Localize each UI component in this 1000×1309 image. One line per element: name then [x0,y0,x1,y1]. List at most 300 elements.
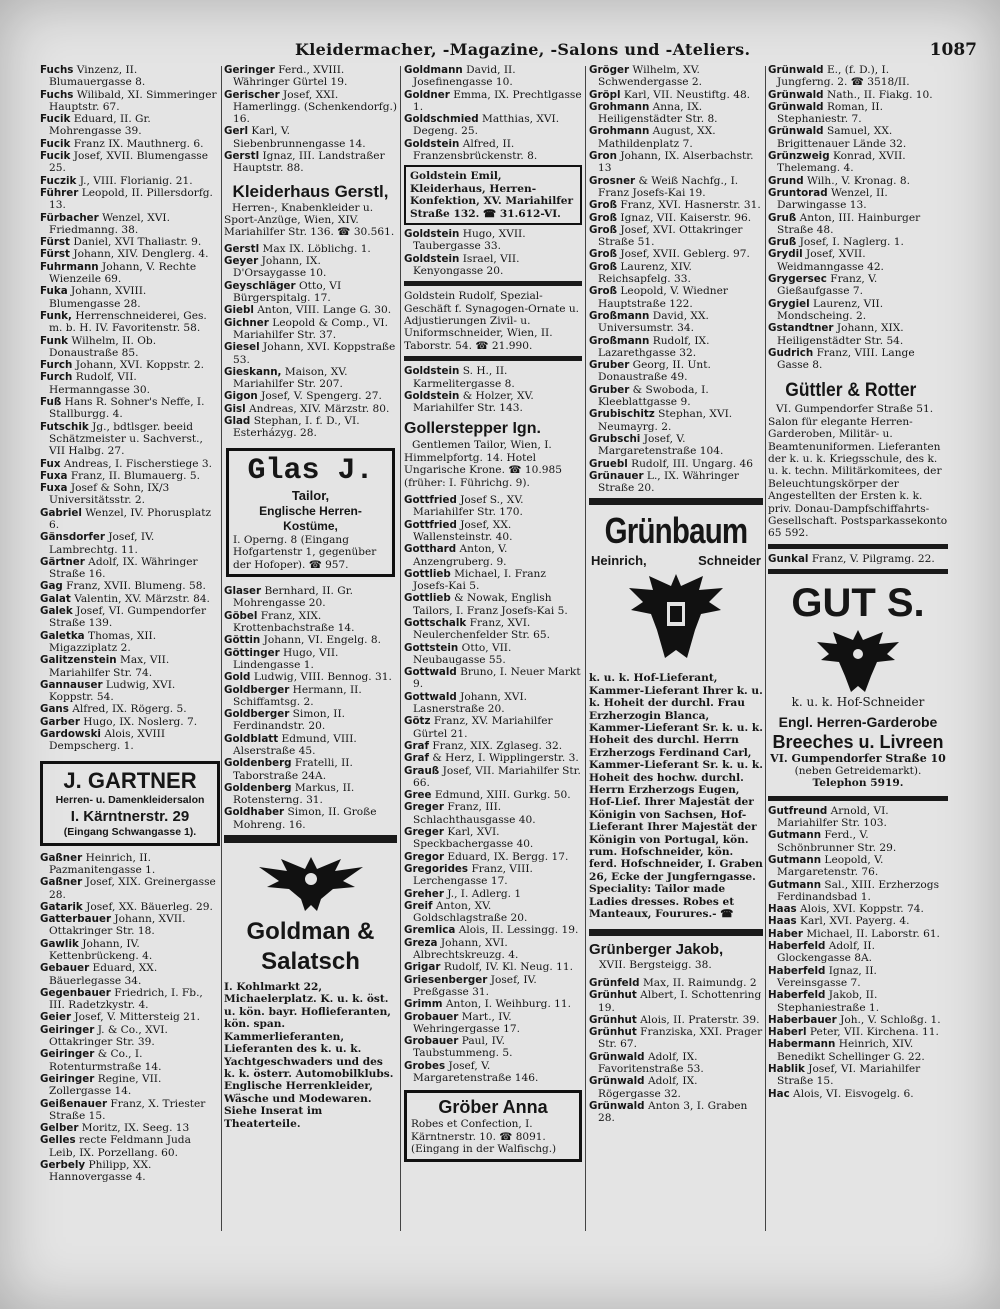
list-item [40,593,220,605]
entry-name: Goldblatt [224,732,279,745]
list-item [224,671,397,683]
entry-name: Grünhut [589,989,637,1002]
entry-list [404,64,582,162]
list-item [404,390,582,415]
list-item [768,879,948,904]
list-item [40,1098,220,1123]
entry-address: Ignaz, III. Landstraßer Hauptstr. 88. [233,150,385,175]
entry-name: Fuxa [40,469,68,482]
entry-name: Groß [589,248,618,261]
list-item [404,228,582,253]
entry-address: Rudolf, VII. Hermanngasse 30. [49,371,151,396]
list-item [589,1014,763,1026]
list-item [768,248,948,273]
entry-address: Heinrich, XIV. Benedikt Schellinger G. 22. [777,1038,925,1063]
ad-gut-line5: Telephon 5919. [812,777,904,790]
list-item [40,482,220,507]
list-item [404,789,582,801]
divider-bar [404,356,582,361]
entry-name: Fürbacher [40,211,99,224]
ad-gut-line1: Engl. Herren-Garderobe [778,713,938,730]
entry-name: Greger [404,826,444,839]
entry-name: Gerbely [40,1159,86,1172]
entry-address: Anna, IX. Heiligenstädter Str. 8. [598,100,718,126]
entry-name: Haas [768,915,797,928]
entry-address: Peter, VII. Kirchena. 11. [809,1026,939,1039]
entry-name: Gatterbauer [40,913,112,926]
entry-address: Johann, XVIII. Blumengasse 28. [49,285,147,310]
list-item [768,175,948,187]
entry-address: Eduard, IX. Bergg. 17. [447,850,569,863]
column-2 [224,64,397,1236]
entry-name: Fucik [40,150,71,163]
divider-bar [224,835,397,843]
list-item [589,359,763,384]
entry-address: Josef, XIX. Greinergasse 28. [49,876,216,901]
entry-address: Josef, XVII. Weidmanngasse 42. [777,248,884,273]
entry-address: Max, VII. Mariahilfer Str. 74. [49,654,170,679]
ad-gut-name: GUT S. [791,581,925,626]
ad-gerstl [224,181,397,239]
list-item [768,965,948,990]
ad-grunbaum-sub-right: Schneider [698,553,761,569]
entry-address: Josef, V. Mittersteig 21. [74,1011,200,1024]
entry-address: Anton, I. Weihburg. 11. [445,998,572,1011]
list-item [404,937,582,962]
entry-address: Laurenz, XIV. Reichsapfelg. 33. [598,260,692,286]
entry-name: Großmann [589,334,650,347]
list-item [768,273,948,298]
list-item [404,365,582,390]
ad-grunberger [589,940,763,971]
entry-name: Gottstein [404,641,459,654]
ad-gollerstepper [404,419,582,489]
list-item [589,310,763,335]
entry-name: Goldstein [404,252,460,265]
list-item [589,125,763,150]
list-item [404,715,582,740]
entry-address: Hermann, II. Schiffamtsg. 2. [233,683,362,708]
list-item [224,366,397,391]
entry-name: Goldmann [404,64,463,76]
entry-name: Glad [224,415,251,428]
entry-name: Grünhut [589,1026,637,1039]
entry-address: David, II. Josefinengasse 10. [413,64,516,89]
ad-gartner-line3: (Eingang Schwangasse 1). [63,825,197,838]
entry-name: Gichner [224,316,269,329]
list-item [404,752,582,764]
list-item [40,1159,220,1184]
entry-address: Josef, VII. Mariahilfer Str. 66. [413,764,581,789]
entry-name: Geyschläger [224,279,296,292]
ad-gollerstepper-text: Gentlemen Tailor, Wien, I. Himmelpfortg. 14. Hotel Ungarische Krone. ☎ 10.985 (früher: I. Führichg. 9). [404,439,562,489]
entry-address: Regine, VII. Zollergasse 14. [49,1072,162,1098]
list-item [768,805,948,830]
entry-name: Haas [768,903,797,916]
divider-bar [589,498,763,505]
list-item [404,1060,582,1085]
entry-name: Grobauer [404,1035,459,1048]
entry-list [404,365,582,414]
entry-name: Goldstein [404,228,460,240]
entry-address: recte Feldmann Juda Leib, IX. Porzellang. 60. [49,1134,191,1159]
list-item [40,556,220,581]
entry-name: Gärtner [40,555,85,568]
entry-address: Leopold, V. Wiedner Hauptstraße 122. [598,285,728,310]
entry-address: Josef, XVI. Ottakringer Straße 51. [598,223,743,249]
list-item [768,150,948,175]
entry-name: Groß [589,260,618,273]
entry-address: Josef, XX. Wallensteinstr. 40. [413,518,513,543]
entry-address: Ignaz, II. Vereinsgasse 7. [777,964,877,989]
entry-name: Grobes [404,1059,446,1072]
list-item [404,617,582,642]
list-item [768,64,948,89]
list-item [589,199,763,211]
entry-address: Andreas, I. Fischerstiege 3. [63,457,213,470]
list-item [768,187,948,212]
entry-address: Stephan, I. f. D., VI. Esterházyg. 28. [233,415,360,440]
entry-address: Franz, VIII. Lerchengasse 17. [413,862,533,888]
list-item [40,728,220,753]
entry-name: Gremlica [404,924,456,937]
entry-name: Grubischitz [589,408,655,421]
entry-name: Goldberger [224,708,290,721]
entry-address: Eduard, XX. Bäuerlegasse 34. [49,962,158,987]
entry-name: Grauß [404,764,440,777]
ad-grober-name: Gröber Anna [438,1097,548,1118]
list-item [40,507,220,532]
list-item [589,175,763,200]
list-item [589,212,763,224]
entry-name: Fucik [40,137,71,150]
entry-name: Grygiel [768,297,810,310]
entry-address: Joh., V. Schloßg. 1. [840,1013,941,1026]
entry-name: Grund [768,174,804,187]
entry-name: Grünwald [768,88,824,101]
list-item [40,654,220,679]
imperial-eagle-icon [621,568,731,668]
entry-name: Grünhut [589,1013,637,1026]
entry-address: E., (f. D.), I. Jungferng. 2. ☎ 3518/II. [777,64,910,89]
ad-gut [768,580,948,790]
list-item [224,390,397,402]
list-item [40,396,220,421]
entry-name: Gregor [404,850,445,863]
entry-address: Josef, VI. Gumpendorfer Straße 139. [49,605,207,630]
list-item [40,470,220,482]
entry-name: Gänsdorfer [40,531,105,544]
list-item [404,494,582,519]
entry-address: Franz, XV. Mariahilfer Gürtel 21. [413,715,553,740]
entry-name: Fürst [40,248,70,261]
list-item [768,915,948,927]
list-item [224,403,397,415]
entry-address: Max, II. Raimundg. 2 [642,976,757,989]
ad-goldstein-emil [404,165,582,225]
entry-address: Daniel, XVI Thaliastr. 9. [73,236,202,249]
entry-address: Josef, XXI. Hamerlingg. (Schenkendorfg.) 16. [233,88,397,126]
list-item [768,903,948,915]
ad-glas-line4: I. Operng. 8 (Eingang Hofgartenstr 1, gegenüber der Hofoper). ☎ 957. [233,533,377,571]
list-item [768,125,948,150]
entry-name: Griesenberger [404,973,488,986]
list-item [40,458,220,470]
entry-name: Gelles [40,1134,76,1147]
list-item [768,1088,948,1100]
entry-address: Josef, V. Margaretenstraße 104. [598,432,724,458]
entry-name: Gruebl [589,457,628,470]
entry-address: Valentin, XV. Märzstr. 84. [74,592,210,605]
list-item [224,610,397,635]
list-item [768,829,948,854]
ad-gartner-line1: Herren- u. Damenkleidersalon [55,793,205,806]
entry-address: Johann, XVI. Lasnerstraße 20. [413,690,527,716]
entry-name: Gruber [589,359,630,372]
entry-list [40,64,220,753]
entry-address: Laurenz, VII. Mondscheing. 2. [777,297,884,322]
list-item [404,998,582,1010]
column-5 [768,64,948,1236]
list-item [40,236,220,248]
entry-address: Josef, VI. Mariahilfer Straße 15. [777,1063,921,1088]
entry-name: Gottfried [404,494,457,507]
entry-address: Friedrich, I. Fb., III. Radetzkystr. 4. [49,986,203,1012]
entry-name: Greif [404,899,433,912]
entry-address: Johann, XVII. Ottakringer Str. 18. [49,913,186,938]
entry-name: Goldstein [404,365,460,378]
entry-address: Wenzel, II. Darwingasse 13. [777,186,888,212]
list-item [40,371,220,396]
entry-name: Grubschi [589,432,641,445]
divider-bar [404,281,582,286]
entry-address: Max IX. Löblichg. 1. [262,242,371,255]
divider-bar [768,569,948,574]
entry-name: Gutfreund [768,804,828,817]
entry-name: Gutmann [768,854,822,866]
entry-name: Göbel [224,609,258,622]
entry-name: Grünwald [589,1075,645,1088]
entry-list [224,585,397,831]
ad-goldman-text: I. Kohlmarkt 22, Michaelerplatz. K. u. k. öst. u. kön. bayr. Hoflieferanten, kön. span. Kammerlieferanten, Lieferanten des k. u. k. Yachtgeschwaders und des k. k. österr. Automobilklubs. Englische Herrenkleider, Wäsche und Modewaren. Siehe Inserat im Theaterteile. [224,981,394,1130]
entry-name: Gotthard [404,543,457,556]
column-3 [404,64,582,1236]
list-item [589,150,763,175]
entry-address: Edmund, XIII. Gurkg. 50. [434,789,571,802]
entry-address: Herrenschneiderei, Ges. m. b. H. IV. Favoritenstr. 58. [49,309,207,335]
ad-glas-name: Glas J. [247,453,374,488]
list-item [589,261,763,286]
entry-name: Galat [40,592,71,605]
ad-grunbaum-text: k. u. k. Hof-Lieferant, Kammer-Lieferant Ihrer k. u. k. Hoheit der durchl. Frau Erzherzogin Blanca, Kammer-Lieferant Sr. k. u. k. Hoheit des durchl. Herrn Erzherzogs Ferdinand Carl, Kammer-Lieferant Sr. k. u. k. Hoheit des hochw. durchl. Herrn Erzherzogs Eugen, Hof-Lief. Ihrer Majestät der Königin von Sachsen, Hof-Lieferant Ihrer Majestät der Königin von Portugal, kön. rum. Hofschneider, kön. ferd. Hofschneider, I. Graben 26, Ecke der Jungferngasse. Speciality: Tailor made Ladies dresses. Robes et Manteaux, Fourures.- ☎ [589,672,763,921]
divider-bar [768,544,948,549]
list-item [404,666,582,691]
list-item [404,961,582,973]
list-item [224,757,397,782]
entry-address: Rudolf, III. Ungarg. 46 [631,457,753,470]
entry-address: Stephan, XVI. Neumayrg. 2. [598,408,733,433]
entry-name: Fux [40,457,61,470]
entry-name: Goldenberg [224,781,292,794]
entry-name: Gerl [224,125,249,138]
entry-name: Goldstein [404,137,460,150]
entry-name: Fuka [40,285,68,298]
ad-gut-line3: VI. Gumpendorfer Straße 10 [770,751,946,765]
list-item [40,310,220,335]
entry-address: Adolf, IX. Rögergasse 32. [598,1075,698,1100]
entry-name: Groß [589,211,618,224]
list-item [589,89,763,101]
entry-name: Gabriel [40,506,82,519]
entry-name: Haberfeld [768,989,826,1002]
ad-gut-line2: Breeches u. Livreen [772,731,944,752]
entry-address: Konrad, XVII. Thelemang. 4. [777,150,906,175]
entry-address: Leopold, V. Margaretenstr. 76. [777,854,884,879]
entry-name: Hablik [768,1063,805,1076]
ad-goldstein-rudolf [404,290,582,352]
entry-name: Fuhrmann [40,260,99,273]
ad-grunberger-text: XVII. Bergsteigg. 38. [599,958,712,971]
entry-address: Adolf, IX. Favoritenstraße 53. [598,1050,704,1075]
entry-address: Hugo, VII. Lindengasse 1. [233,646,339,671]
entry-address: Franz, V. Gießaufgasse 7. [777,273,878,298]
list-item [40,703,220,715]
entry-name: Geiringer [40,1072,95,1085]
list-item [589,248,763,260]
page-header [40,38,985,66]
entry-name: Gigon [224,390,258,403]
entry-address: Georg, II. Unt. Donaustraße 49. [598,359,711,384]
entry-name: Gebauer [40,962,90,975]
ad-guttler [768,379,948,539]
list-item [40,876,220,901]
entry-name: Grohmann [589,100,650,113]
entry-name: Gutmann [768,829,822,842]
entry-name: Grosner [589,174,636,187]
entry-name: Gerischer [224,88,280,101]
list-item [40,175,220,187]
list-item [404,64,582,89]
list-item [404,253,582,278]
entry-name: Fuxa [40,482,68,495]
entry-list [404,228,582,277]
list-item [404,592,582,617]
entry-address: Johann, VI. Engelg. 8. [263,634,381,647]
entry-address: Vinzenz, II. Blumauergasse 8. [49,64,146,89]
entry-name: Gag [40,580,63,593]
list-item [40,261,220,286]
entry-name: Gieskann, [224,365,282,378]
entry-address: Franz, II. Blumauerg. 5. [70,469,200,482]
list-item [768,928,948,940]
list-item [589,285,763,310]
entry-name: Gree [404,789,432,802]
entry-name: Gudrich [768,346,814,359]
list-item [768,101,948,126]
list-item [40,359,220,371]
entry-address: Franz, III. Schlachthausgasse 40. [413,801,536,826]
ad-gartner-name: J. GARTNER [63,767,197,793]
entry-name: Grydil [768,248,803,261]
list-item [40,285,220,310]
entry-name: Götz [404,715,431,728]
list-item [224,280,397,305]
entry-list [224,243,397,440]
entry-address: Franz, XIX. Zglaseg. 32. [432,739,563,752]
entry-address: Karl, XVI. Speckbachergasse 40. [413,826,534,851]
entry-address: Wilibald, XI. Simmeringer Hauptstr. 67. [49,88,217,113]
list-item [224,585,397,610]
entry-name: Haber [768,927,803,940]
ad-goldman-name2: Salatsch [261,948,360,976]
entry-address: & Swoboda, I. Kleeblattgasse 9. [598,383,709,409]
list-item [404,888,582,900]
entry-address: Simon, II. Ferdinandstr. 20. [233,708,346,733]
entry-name: Goldschmied [404,113,479,126]
entry-address: David, XX. Universumstr. 34. [598,309,709,335]
list-item [40,1024,220,1049]
entry-address: Adolf, II. Glockengasse 8A. [777,940,875,965]
list-item [589,1051,763,1076]
entry-address: Simon, II. Große Mohreng. 16. [233,806,377,831]
entry-list [768,805,948,1100]
ad-grober [404,1090,582,1162]
entry-name: Grohmann [589,125,650,138]
entry-address: Karl, V. Siebenbrunnengasse 14. [233,125,366,150]
entry-name: Gottfried [404,518,457,531]
entry-name: Fuß [40,396,62,409]
entry-address: Alois, XVIII Dempscherg. 1. [49,728,166,753]
ad-grunbaum-sub-left: Heinrich, [591,553,647,569]
ad-gerstl-text: Herren-, Knabenkleider u. Sport-Anzüge, Wien, XIV. Mariahilfer Str. 136. ☎ 30.561. [224,201,395,239]
list-item [224,634,397,646]
ad-gut-line4: (neben Getreidemarkt). [794,765,922,777]
entry-address: & Holzer, XV. Mariahilfer Str. 143. [413,389,534,415]
page-title: Kleidermacher, -Magazine, -Salons und -Ateliers. [295,40,751,59]
entry-address: Josef, XVII. Geblerg. 97. [620,248,750,261]
entry-address: Alfred, IX. Rögerg. 5. [72,703,187,716]
ad-gollerstepper-name: Gollerstepper Ign. [404,420,541,438]
entry-name: Gerstl [224,242,260,255]
list-item [768,1014,948,1026]
list-item [40,852,220,877]
entry-name: Fuchs [40,64,74,76]
entry-name: Graf [404,739,429,752]
eagle-emblem-icon [813,626,903,696]
list-item [224,415,397,440]
list-item [224,255,397,280]
list-item [768,1038,948,1063]
list-item [224,806,397,831]
entry-name: Grünwald [589,1099,645,1112]
entry-address: Emma, IX. Prechtlgasse 1. [413,88,582,113]
list-item [40,1011,220,1023]
entry-name: Gottschalk [404,617,467,629]
list-item [404,801,582,826]
entry-address: Ferd., XVIII. Währinger Gürtel 19. [233,64,348,89]
entry-list [224,64,397,175]
list-item [589,335,763,360]
entry-name: Geißenauer [40,1097,108,1110]
entry-name: Grünwald [768,125,824,138]
column-4 [589,64,763,1236]
list-item [768,1063,948,1088]
entry-address: Karl, VII. Neustiftg. 48. [623,88,751,101]
page-number: 1087 [929,40,977,60]
list-item [224,64,397,89]
entry-name: Goldberger [224,683,290,696]
list-item [224,684,397,709]
